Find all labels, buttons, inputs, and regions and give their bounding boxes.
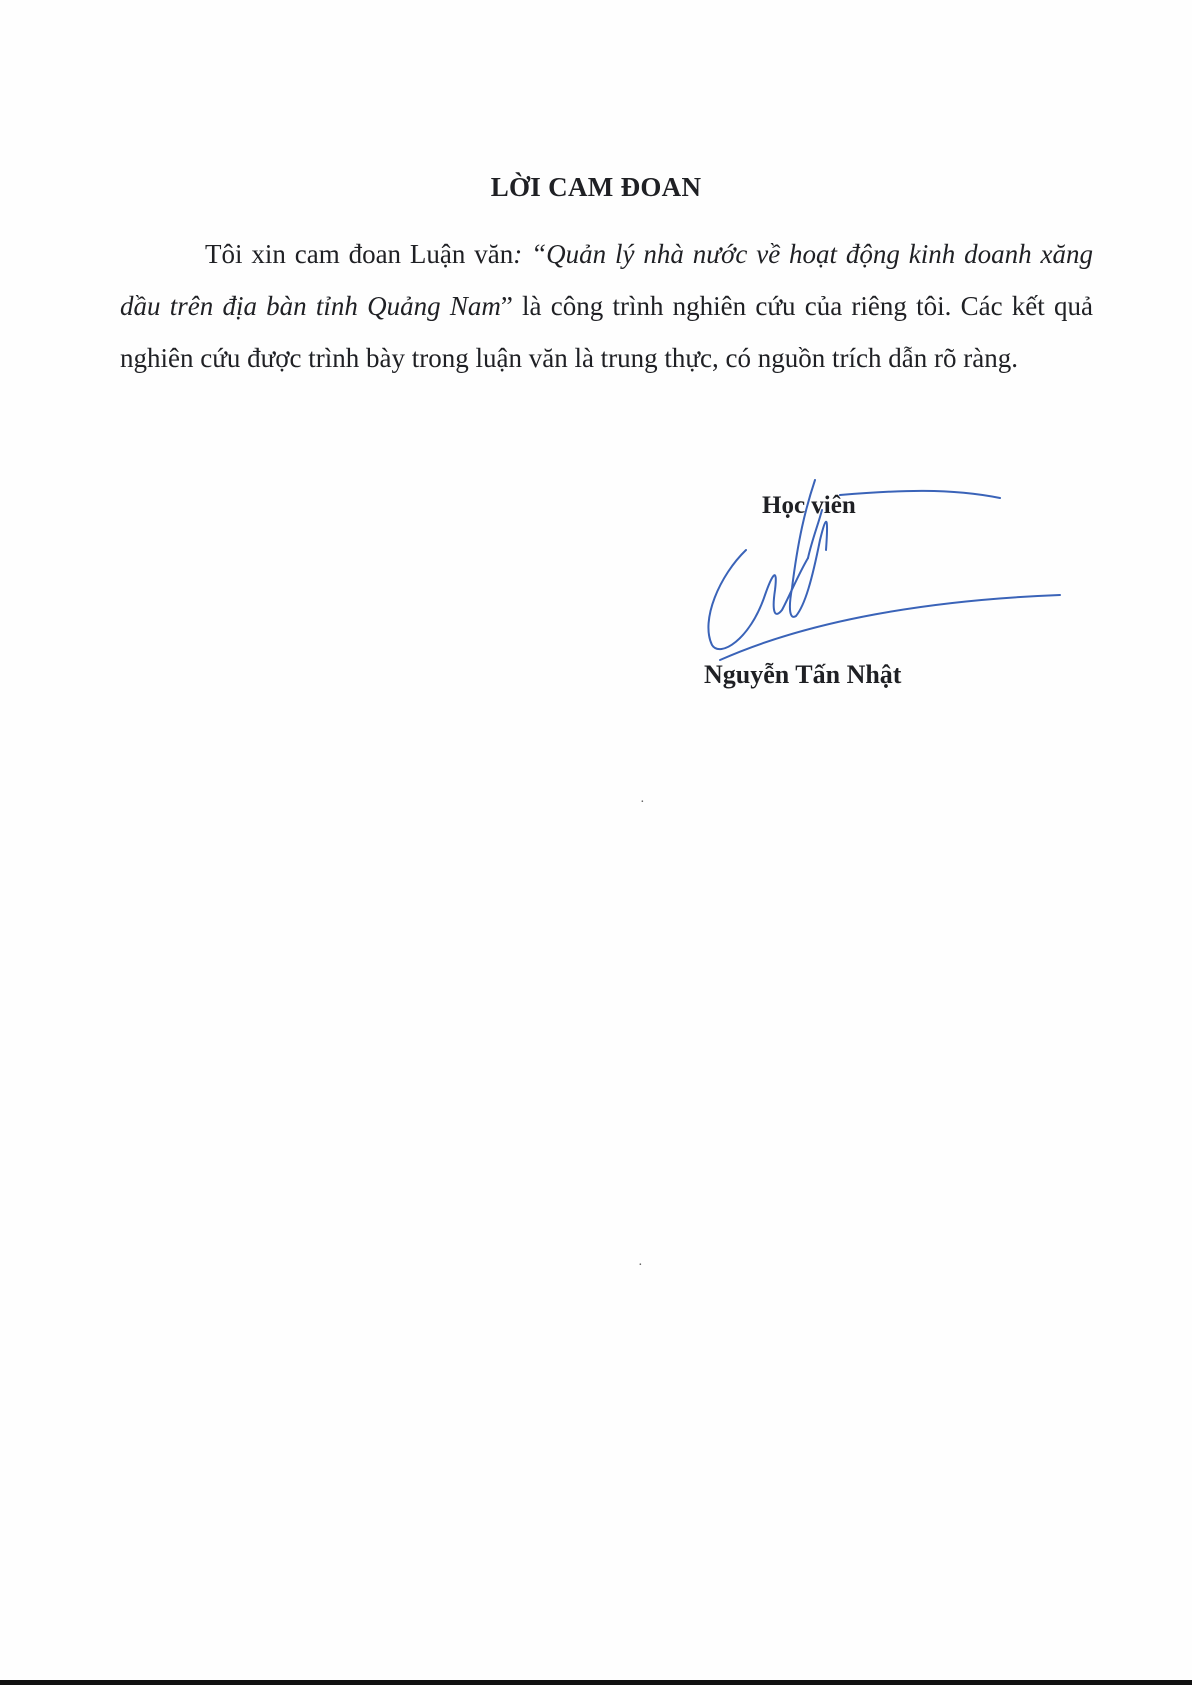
scan-speck: ·	[640, 795, 645, 810]
declaration-paragraph	[120, 228, 1093, 384]
scan-speck: ·	[638, 1258, 643, 1273]
handwritten-signature-icon	[690, 470, 1090, 690]
intro-text: Tôi xin cam đoan Luận văn	[205, 239, 514, 269]
scan-border	[0, 1680, 1192, 1685]
signature-role: Học viên	[762, 492, 856, 519]
open-quote: “	[522, 239, 547, 269]
thesis-title: Quản lý nhà nước về hoạt động kinh doanh xăng dầu trên địa bàn tỉnh Quảng Nam	[120, 239, 1093, 321]
declaration-rest: là công trình nghiên cứu của riêng tôi. Các kết quả nghiên cứu được trình bày trong luận văn là trung thực, có nguồn trích dẫn rõ ràng.	[120, 291, 1093, 373]
close-quote: ”	[500, 291, 513, 321]
page-title: LỜI CAM ĐOAN	[490, 172, 702, 202]
colon: :	[513, 239, 523, 269]
signature-name: Nguyễn Tấn Nhật	[704, 660, 902, 689]
declaration-text	[120, 228, 1093, 384]
